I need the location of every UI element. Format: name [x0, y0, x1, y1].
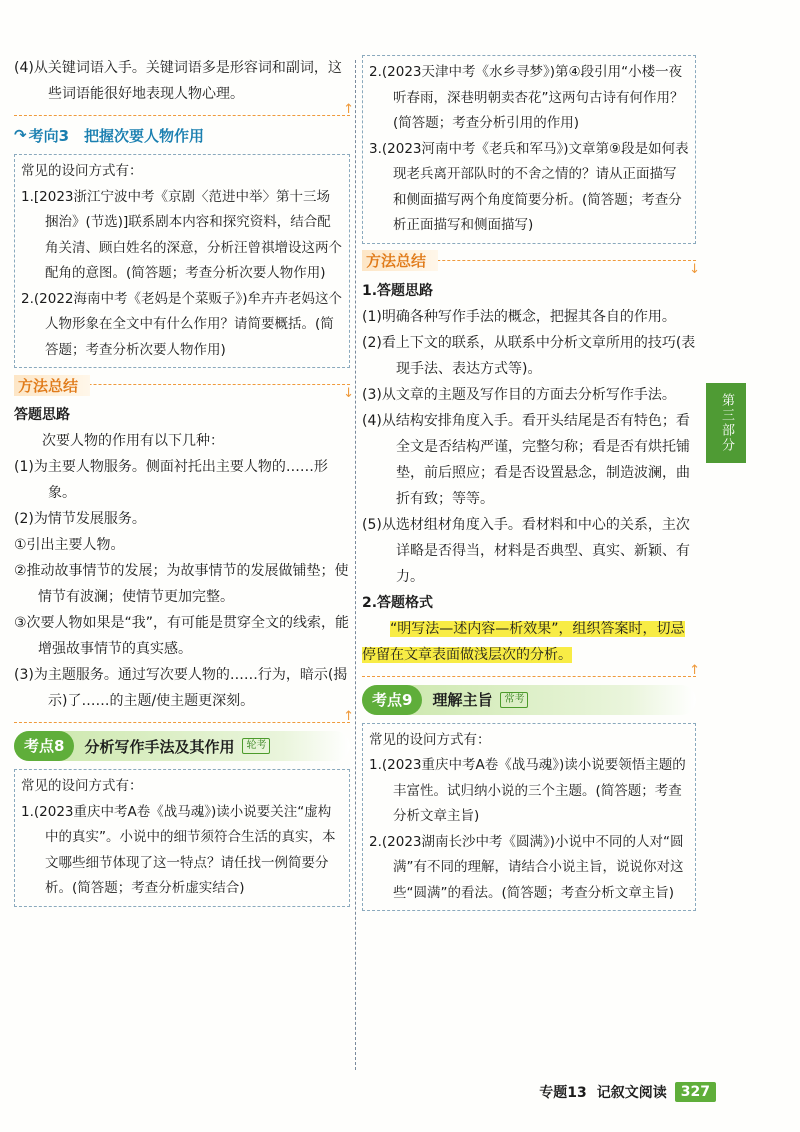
answer-point: ③次要人物如果是“我”，有可能是贯穿全文的线索，能增强故事情节的真实感。 [14, 615, 350, 657]
question-item: 2.(2022海南中考《老妈是个菜贩子》)牟卉卉老妈这个人物形象在全文中有什么作用？请简要概括。(简答题；考查分析次要人物作用) [21, 290, 343, 358]
left-column [14, 55, 354, 907]
section-end-rule [362, 676, 696, 677]
question-intro: 常见的设问方式有： [21, 778, 143, 794]
method-summary-heading [362, 250, 700, 277]
question-box-kaoxiang3 [14, 154, 350, 368]
question-item: 3.(2023河南中考《老兵和军马》)文章第⑨段是如何表现老兵离开部队时的不舍之情的？请从正面描写和侧面描写两个角度简要分析。(简答题；考查分析正面描写和侧面描写) [369, 140, 689, 233]
answer-point: (5)从选材组材角度入手。看材料和中心的关系，主次详略是否得当，材料是否典型、真实、新颖、有力。 [362, 516, 690, 585]
section-side-tab: 第三部分 [706, 383, 746, 463]
column-separator [355, 60, 356, 1070]
answer-point: (1)明确各种写作手法的概念，把握其各自的作用。 [362, 308, 676, 325]
kaodian-8-pill: 考点8 [14, 731, 74, 761]
answer-point: (4)从结构安排角度入手。看开头结尾是否有特色；看全文是否结构严谨，完整匀称；看是否有烘托铺垫，前后照应；看是否设置悬念，制造波澜，曲折有致；等等。 [362, 412, 690, 507]
curve-arrow-icon: ↷ [14, 126, 27, 144]
method-summary-label: 方法总结 [362, 250, 438, 271]
question-box-kaodian9 [362, 723, 696, 912]
kaoxiang-3-title: 考向3 把握次要人物作用 [28, 126, 205, 145]
page-footer [539, 1082, 716, 1102]
answer-thinking-title: 答题思路 [14, 407, 70, 423]
answer-point: (2)看上下文的联系，从联系中分析文章所用的技巧(表现手法、表达方式等)。 [362, 334, 696, 377]
arrow-down-icon: ↓ [343, 386, 354, 401]
section-end-rule [14, 722, 350, 723]
question-item: 2.(2023天津中考《水乡寻梦》)第④段引用“小楼一夜听春雨，深巷明朝卖杏花”这两句古诗有何作用？(简答题；考查分析引用的作用) [369, 64, 684, 131]
question-box-kaodian8 [14, 769, 350, 907]
highlighted-text: “明写法—述内容—析效果”，组织答案时，切忌停留在文章表面做浅层次的分析。 [362, 620, 685, 663]
page-number: 327 [675, 1082, 716, 1102]
answer-format-text [362, 616, 696, 668]
method-summary-label: 方法总结 [14, 375, 90, 396]
kaodian-9-title: 理解主旨 [432, 691, 493, 709]
answer-thinking-intro: 次要人物的作用有以下几种： [42, 433, 224, 449]
answer-thinking-title: 1.答题思路 [362, 282, 434, 299]
kaodian-9-heading [362, 685, 696, 715]
method-summary-heading [14, 374, 354, 401]
answer-point: ①引出主要人物。 [14, 537, 125, 553]
kaodian-8-tag: 轮考 [242, 738, 270, 754]
answer-point: (2)为情节发展服务。 [14, 511, 146, 527]
question-item: 1.(2023重庆中考A卷《战马魂》)读小说要领悟主题的丰富性。试归纳小说的三个主题。(简答题；考查分析文章主旨) [369, 757, 686, 824]
left-point-4: (4)从关键词语入手。关键词语多是形容词和副词，这些词语能很好地表现人物心理。 [14, 60, 342, 102]
footer-topic: 专题13 [539, 1085, 587, 1101]
question-intro: 常见的设问方式有： [369, 731, 491, 748]
kaodian-8-heading [14, 731, 350, 761]
question-intro: 常见的设问方式有： [21, 163, 143, 179]
kaodian-9-tag: 常考 [500, 692, 528, 708]
question-item: 1.[2023浙江宁波中考《京剧〈范进中举〉第十三场 捆治》(节选)]联系剧本内容和探究资料，结合配角关清、顾白姓名的深意，分析汪曾祺增设这两个配角的意图。(简答题；考查分析次要人物作用) [21, 188, 342, 281]
arrow-down-icon: ↓ [689, 261, 700, 277]
question-item: 2.(2023湖南长沙中考《圆满》)小说中不同的人对“圆满”有不同的理解，请结合小说主旨，说说你对这些“圆满”的看法。(简答题；考查分析文章主旨) [369, 833, 684, 901]
answer-point: (3)为主题服务。通过写次要人物的……行为，暗示(揭示)了……的主题/使主题更深刻。 [14, 667, 348, 709]
answer-point: (3)从文章的主题及写作目的方面去分析写作手法。 [362, 386, 676, 403]
right-column [362, 55, 700, 911]
question-box-kaodian8-cont [362, 55, 696, 244]
answer-format-title: 2.答题格式 [362, 594, 434, 611]
answer-point: (1)为主要人物服务。侧面衬托出主要人物的……形象。 [14, 459, 328, 501]
kaoxiang-3-heading [14, 122, 350, 148]
answer-point: ②推动故事情节的发展；为故事情节的发展做铺垫；使情节有波澜；使情节更加完整。 [14, 563, 349, 605]
question-item: 1.(2023重庆中考A卷《战马魂》)读小说要关注“虚构中的真实”。小说中的细节须符合生活的真实，本文哪些细节体现了这一特点？请任找一例简要分析。(简答题；考查分析虚实结合) [21, 803, 336, 896]
footer-section: 记叙文阅读 [596, 1085, 667, 1101]
section-end-rule [14, 115, 350, 116]
kaodian-8-title: 分析写作手法及其作用 [84, 737, 235, 756]
kaodian-9-pill: 考点9 [362, 685, 422, 715]
